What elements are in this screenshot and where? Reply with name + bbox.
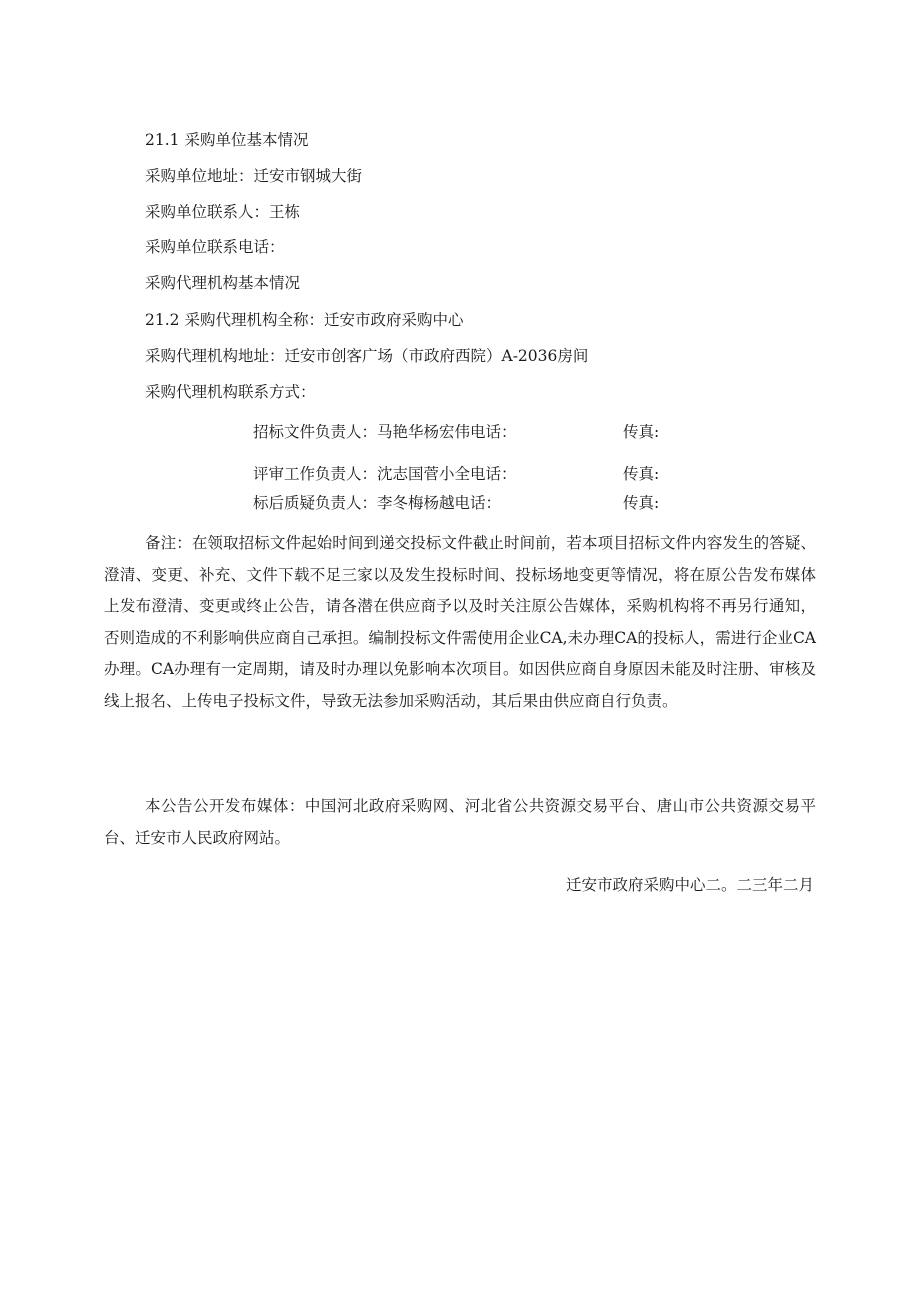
purchaser-address: 采购单位地址：迁安市钢城大街 [145,167,363,185]
contact-fax: 传真: [623,494,660,512]
agency-heading: 采购代理机构基本情况 [145,274,301,292]
purchaser-contact: 采购单位联系人：王栋 [145,203,301,221]
signature-line: 迁安市政府采购中心二。二三年二月 [565,876,814,894]
purchaser-heading: 21.1 采购单位基本情况 [145,131,309,149]
contact-row-query [253,493,683,513]
contact-person: 评审工作负责人：沈志国菅小全电话： [253,465,517,483]
publishing-media-paragraph: 本公告公开发布媒体：中国河北政府采购网、河北省公共资源交易平台、唐山市公共资源交易平台、迁安市人民政府网站。 [104,797,816,847]
contact-fax: 传真: [623,465,660,483]
agency-contact-label: 采购代理机构联系方式： [145,383,316,401]
remark-paragraph: 备注：在领取招标文件起始时间到递交投标文件截止时间前，若本项目招标文件内容发生的答疑、澄清、变更、补充、文件下载不足三家以及发生投标时间、投标场地变更等情况，将在原公告发布媒体上发布澄清、变更或终止公告，请各潜在供应商予以及时关注原公告媒体，采购机构将不再另行通知，否则造成的不利影响供应商自己承担。编制投标文件需使用企业CA,未办理CA的投标人，需进行企业CA办理。CA办理有一定周期，请及时办理以免影响本次项目。如因供应商自身原因未能及时注册、审核及线上报名、上传电子投标文件，导致无法参加采购活动，其后果由供应商自行负责。 [104,534,816,710]
contact-person: 标后质疑负责人：李冬梅杨越电话： [253,494,502,512]
agency-address: 采购代理机构地址：迁安市创客广场（市政府西院）A-2036房间 [145,347,589,365]
contact-row-evaluation [253,464,683,484]
contact-fax: 传真: [623,423,660,441]
contact-row-tender-docs [253,422,683,442]
agency-full-name: 21.2 采购代理机构全称：迁安市政府采购中心 [145,311,464,329]
purchaser-phone: 采购单位联系电话： [145,238,285,256]
contact-person: 招标文件负责人：马艳华杨宏伟电话： [253,423,517,441]
